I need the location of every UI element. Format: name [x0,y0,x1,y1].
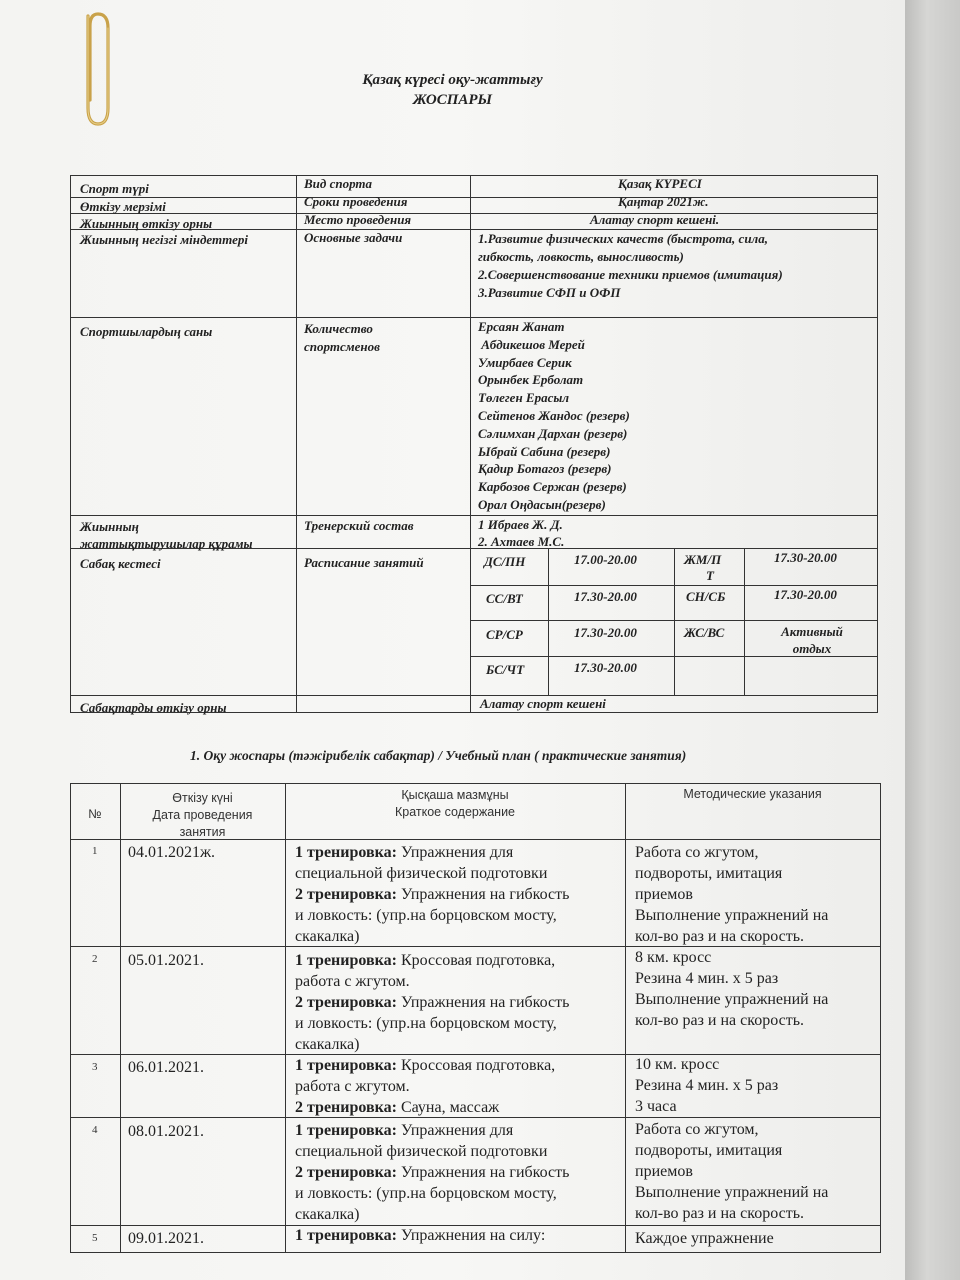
training-text: Упражнения для [396,844,514,861]
tasks-list [478,230,783,302]
training-text: и ловкость: (упр.на борцовском мосту, [295,907,557,924]
schedule-time: 17.30-20.00 [774,550,837,565]
training-label: 1 тренировка: [295,844,397,861]
content-line [295,842,569,863]
content-line [295,1013,569,1034]
method-line: приемов [635,1163,693,1180]
training-label: 2 тренировка: [295,1099,397,1116]
method-line: подвороты, имитация [635,865,783,882]
section-title: 1. Оқу жоспары (тәжірибелік сабақтар) / Учебный план ( практические занятия) [190,748,687,763]
header-content [285,787,625,821]
training-text: и ловкость: (упр.на борцовском мосту, [295,1185,557,1202]
tasks-label-kz: Жиынның негізгі міндеттері [80,232,248,247]
training-label: 2 тренировка: [295,1164,397,1181]
athlete-name: Абдикешов Мерей [478,336,585,352]
info-label-kz: Өткізу мерзімі [80,199,166,214]
method-line: Резина 4 мин. х 5 раз [635,970,779,987]
method-line: кол-во раз и на скорость. [635,1205,805,1222]
row-content [295,1120,569,1225]
content-line [295,992,569,1013]
content-line [295,950,569,971]
schedule-day [684,552,721,584]
row-method [635,842,828,947]
method-line: Каждое упражнение [635,1230,774,1247]
schedule-time: 17.30-20.00 [574,625,637,640]
training-text: специальной физической подготовки [295,1143,548,1160]
content-line [295,1225,545,1246]
coaches-list [478,516,564,550]
header-date [120,790,285,841]
info-label-ru: Место проведения [304,212,412,227]
venue-label-kz: Сабақтарды өткізу орны [80,700,227,715]
training-text: Упражнения на гибкость [396,886,570,903]
row-date: 09.01.2021. [128,1230,204,1247]
training-text: скакалка) [295,1036,360,1053]
training-text: Кроссовая подготовка, [396,952,556,969]
athlete-name: Ерсаян Жанат [478,319,565,334]
training-text: Упражнения на гибкость [396,1164,570,1181]
info-value: Қазақ КҮРЕСІ [618,176,702,191]
training-label: 1 тренировка: [295,1057,397,1074]
row-content [295,1225,545,1246]
method-line: Резина 4 мин. х 5 раз [635,1077,779,1094]
athlete-name: Орал Оңдасын(резерв) [478,496,606,512]
tasks-label-ru: Основные задачи [304,230,403,245]
header-date-line: занятия [179,825,226,839]
training-text: работа с жгутом. [295,973,410,990]
schedule-time: 17.30-20.00 [774,587,837,602]
method-line: Выполнение упражнений на [635,1184,829,1201]
row-date: 08.01.2021. [128,1123,204,1140]
athlete-name: Сейтенов Жандос (резерв) [478,407,630,423]
schedule-day-part: Т [706,568,714,583]
training-text: Сауна, массаж [396,1099,500,1116]
task-item: гибкость, ловкость, выносливость) [478,249,684,264]
athletes-list [478,318,630,514]
athlete-name: Орынбек Ерболат [478,372,584,388]
content-line [295,971,569,992]
info-value: Алатау спорт кешені. [590,212,720,227]
method-line: 8 км. кросс [635,949,712,966]
content-line [295,1076,555,1097]
row-number: 4 [92,1124,98,1136]
method-line: 3 часа [635,1098,677,1115]
athlete-name: Қадир Ботагоз (резерв) [478,461,612,477]
schedule-rest-line: отдых [792,641,832,656]
venue-value: Алатау спорт кешені [480,696,606,711]
coaches-label-kz [80,518,253,552]
training-label: 2 тренировка: [295,886,397,903]
schedule-time: 17.30-20.00 [574,660,637,675]
coach-name: 1 Ибраев Ж. Д. [478,517,563,532]
method-line: Выполнение упражнений на [635,907,829,924]
info-label-kz: Спорт түрі [80,181,149,196]
row-number: 1 [92,845,98,857]
schedule-day: СР/СР [486,627,523,642]
schedule-day: БС/ЧТ [486,662,525,677]
header-date-line: Дата проведения [152,808,253,822]
task-item: 2.Совершенствование техники приемов (имитация) [478,267,783,282]
paperclip-icon [78,8,112,128]
info-label-kz: Жиынның өткізу орны [80,216,213,231]
document-title-line2: ЖОСПАРЫ [412,92,493,108]
row-content [295,1055,555,1118]
content-line [295,863,569,884]
training-text: Упражнения на силу: [396,1227,546,1244]
training-text: и ловкость: (упр.на борцовском мосту, [295,1015,557,1032]
training-text: специальной физической подготовки [295,865,548,882]
content-line [295,884,569,905]
schedule-rest [760,623,864,657]
athlete-name: Карбозов Сержан (резерв) [478,479,627,495]
task-item: 1.Развитие физических качеств (быстрота, сила, [478,231,768,246]
schedule-day: СС/ВТ [486,591,523,606]
training-text: скакалка) [295,928,360,945]
schedule-label-ru: Расписание занятий [304,555,424,570]
row-method [635,1119,828,1224]
method-line: кол-во раз и на скорость. [635,928,805,945]
method-line: Работа со жгутом, [635,844,759,861]
training-text: Упражнения для [396,1122,514,1139]
method-line: Выполнение упражнений на [635,991,829,1008]
athletes-label-ru [304,320,380,356]
header-num: № [88,807,102,821]
coaches-label-ru: Тренерский состав [304,518,414,533]
header-content-line: Қысқаша мазмұны [401,788,509,802]
method-line: 10 км. кросс [635,1056,720,1073]
header-date-line: Өткізу күні [172,791,233,805]
background-stack [905,0,960,1280]
athletes-label-kz: Спортшылардың саны [80,324,213,339]
content-line [295,1120,569,1141]
athlete-name: Сәлимхан Дархан (резерв) [478,425,628,441]
content-line [295,905,569,926]
header-content-line: Краткое содержание [394,805,516,819]
training-text: Упражнения на гибкость [396,994,570,1011]
coaches-label-kz-line: жаттықтырушылар құрамы [80,536,253,551]
method-line: кол-во раз и на скорость. [635,1012,805,1029]
content-line [295,1141,569,1162]
schedule-rest-line: Активный [781,624,843,639]
coaches-label-kz-line: Жиынның [80,519,139,534]
athletes-label-ru-line: Количество [304,321,373,336]
schedule-time: 17.30-20.00 [574,589,637,604]
content-line [295,1183,569,1204]
athlete-name: Төлеген Ерасыл [478,390,570,406]
header-method: Методические указания [683,787,822,801]
training-text: Кроссовая подготовка, [396,1057,556,1074]
content-line [295,926,569,947]
training-text: работа с жгутом. [295,1078,410,1095]
content-line [295,1162,569,1183]
schedule-label-kz: Сабақ кестесі [80,556,161,571]
info-label-ru: Вид спорта [304,176,373,191]
row-number: 5 [92,1232,98,1244]
row-date: 06.01.2021. [128,1059,204,1076]
content-line [295,1204,569,1225]
row-number: 3 [92,1061,98,1073]
athlete-name: Ыбрай Сабина (резерв) [478,443,611,459]
coach-name: 2. Ахтаев М.С. [478,534,565,549]
method-line: Работа со жгутом, [635,1121,759,1138]
content-line [295,1097,555,1118]
info-value: Қаңтар 2021ж. [618,194,709,209]
training-text: скакалка) [295,1206,360,1223]
training-label: 1 тренировка: [295,952,397,969]
content-line [295,1055,555,1076]
row-date: 05.01.2021. [128,952,204,969]
training-label: 2 тренировка: [295,994,397,1011]
training-label: 1 тренировка: [295,1227,397,1244]
athlete-name: Умирбаев Серик [478,354,572,370]
training-label: 1 тренировка: [295,1122,397,1139]
row-method [635,1054,778,1117]
row-method [635,947,828,1031]
athletes-label-ru-line: спортсменов [304,339,380,354]
content-line [295,1034,569,1055]
schedule-day: ДС/ПН [484,554,526,569]
schedule-day: СН/СБ [686,589,726,604]
row-method [635,1228,774,1249]
info-label-ru: Сроки проведения [304,194,408,209]
schedule-day-part: ЖМ/П [684,552,722,567]
schedule-day: ЖС/ВС [684,625,725,640]
row-content [295,842,569,947]
method-line: приемов [635,886,693,903]
row-date: 04.01.2021ж. [128,844,216,861]
row-content [295,950,569,1055]
method-line: подвороты, имитация [635,1142,783,1159]
document-title-line1: Қазақ күресі оқу-жаттығу [362,72,543,88]
row-number: 2 [92,953,98,965]
task-item: 3.Развитие СФП и ОФП [478,285,621,300]
schedule-time: 17.00-20.00 [574,552,637,567]
